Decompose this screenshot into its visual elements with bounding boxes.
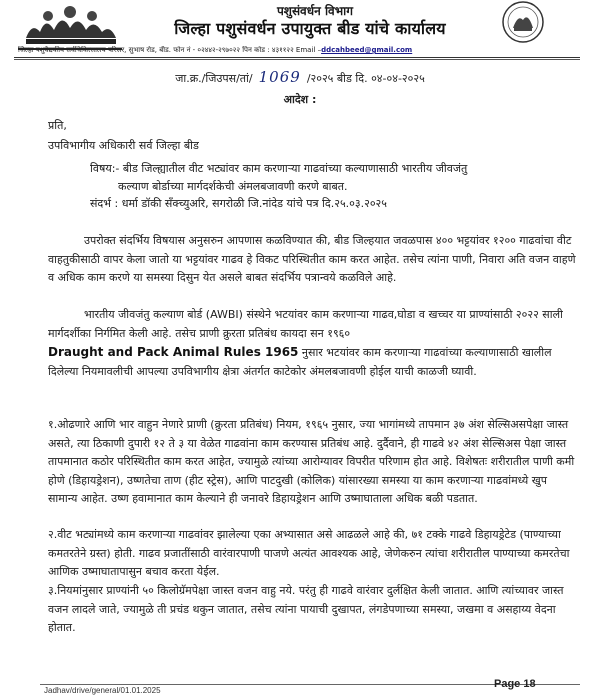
reference-line: संदर्भ : धर्मा डॉकी सँक्च्युअरि, सगरोळी जि.नांदेड यांचे पत्र दि.२५.०३.२०२५ bbox=[90, 197, 387, 210]
email-link: ddcahbeed@gmail.com bbox=[321, 46, 413, 54]
handwritten-reference-number: 1069 bbox=[258, 68, 301, 86]
footer-file-path: Jadhav/drive/general/01.01.2025 bbox=[44, 686, 161, 695]
paragraph-1: उपरोक्त संदर्भिय विषयास अनुसरुन आपणास कळविण्यात की, बीड जिल्हयात जवळपास ४०० भट्टयांवर १२०० गाढवांचा वीट वाहतुकीसाठी वापर केला जातो या भट्टयांवर गाढव हे विकट परिस्थितीत काम करत आहेत. तसेच त्यांना पाणी, निवारा अति वजन वाहणे व अधिक काम करणे या समस्या दिसुन येत असले बाबत संदर्भिय पत्रान्वये कळविले आहे. bbox=[48, 234, 576, 284]
paragraph-2: भारतीय जीवजंतु कल्याण बोर्ड (AWBI) संस्थेने भटयांवर काम करणाऱ्या गाढव,घोडा व खच्चर या प्राण्यांसाठी २०२२ साली मार्गदर्शीका निर्गमित केली आहे. तसेच प्राणी क्रुरता प्रतिबंध कायदा सन १९६० Draught and Pack Animal Rules 1965 नुसार भटयांवर काम करणाऱ्या गाढवांच्या कल्याणासाठी खालील दिलेल्या नियमावलीची आपल्या उपविभागीय क्षेत्रा अंतर्गत काटेकोर अंमलबजावणी होईल याची काळजी घ्यावी. bbox=[48, 308, 563, 378]
to-label: प्रति, bbox=[48, 119, 67, 132]
header-divider-2 bbox=[14, 59, 580, 60]
subject-line-2: कल्याण बोर्डाच्या मार्गदर्शकेची अंमलबजावणी करणे बाबत. bbox=[118, 180, 348, 193]
government-seal-icon bbox=[488, 0, 558, 44]
paragraph-rule-1: १.ओढणारे आणि भार वाहुन नेणारे प्राणी (क्रुरता प्रतिबंध) नियम, १९६५ नुसार, ज्या भागांमध्ये तापमान ३७ अंश सेल्सिअसपेक्षा जास्त असते, त्या ठिकाणी दुपारी १२ ते ३ या वेळेत गाढवांना काम करण्यास प्रतिबंध आहे. दुर्दैवाने, ही गाढवे ४२ अंश सेल्सिअस पेक्षा जास्त तापमानात कठोर परिस्थितीत काम करत आहेत, ज्यामुळे त्यांच्या आरोग्यावर विपरीत परिणाम होत आहे. विशेषतः शरीरातील पाणी कमी होणे (डिहायड्रेशन), उष्णतेचा ताण (हीट स्ट्रेस), आणि पाटदुखी (कोलिक) यांसारख्या समस्या या काम करणाऱ्या गाढवांमध्ये खुप सामान्य आहेत. उष्ण हवामानात काम केल्याने ही जनावरे डिहायड्रेशन आणि उष्माघाताला अधिक बळी पडतात. bbox=[48, 418, 575, 505]
recipient: उपविभागीय अधिकारी सर्व जिल्हा बीड bbox=[48, 139, 199, 152]
livestock-emblem-icon bbox=[18, 2, 122, 50]
rules-title: Draught and Pack Animal Rules 1965 bbox=[48, 345, 299, 359]
paragraph-rule-3: ३.नियमांनुसार प्राण्यांनी ५० किलोग्रॅमपेक्षा जास्त वजन वाहु नये. परंतु ही गाढवे वारंवार दुर्लक्षित केली जातात. आणि त्यांच्यावर जास्त वजन लादले जाते, ज्यामुळे ती प्रचंड थकुन जातात, तसेच त्यांना पायाची दुखापत, लंगडेपणाच्या समस्या, जखमा व असहाय्य वेदना होतात. bbox=[48, 584, 564, 634]
subject bbox=[90, 160, 550, 196]
contact-line: जिल्हा पशुवैद्यकीय सर्वचिकित्सालय परिसर, सुभाष रोड, बीड. फोन नं - ०२४४२-२९७०२२ पिन कोड : ४३११२२ Email –ddcahbeed@gmail.com bbox=[18, 46, 413, 54]
subject-line-1: विषय:- बीड जिल्ह्यातील वीट भट्यांवर काम करणाऱ्या गाढवांच्या कल्याणासाठी भारतीय जीवजंतु bbox=[90, 162, 468, 175]
office-title: जिल्हा पशुसंवर्धन उपायुक्त बीड यांचे कार्यालय bbox=[174, 19, 446, 38]
order-title: आदेश : bbox=[283, 93, 317, 106]
reference-number-line: जा.क्र./जिउपस/तां/ 1069 /२०२५ बीड दि. ०४-०४-२०२५ bbox=[175, 68, 425, 86]
header-divider bbox=[14, 57, 580, 58]
department-name: पशुसंवर्धन विभाग bbox=[276, 4, 354, 18]
paragraph-rule-2: २.वीट भट्यांमध्ये काम करणाऱ्या गाढवांवर झालेल्या एका अभ्यासात असे आढळले आहे की, ७१ टक्के गाढवे डिहायड्रेटेड (पाण्याच्या कमतरतेने ग्रस्त) होती. गाढव प्रजातींसाठी वारंवारपाणी पाजणे अत्यंत आवश्यक आहे, जेणेकरुन त्यांचा शरीरातील पाण्याच्या कमरतेचा आणिक उष्माघातापासुन बचाव करता येईल. bbox=[48, 528, 570, 578]
page-number: Page 18 bbox=[494, 678, 536, 690]
